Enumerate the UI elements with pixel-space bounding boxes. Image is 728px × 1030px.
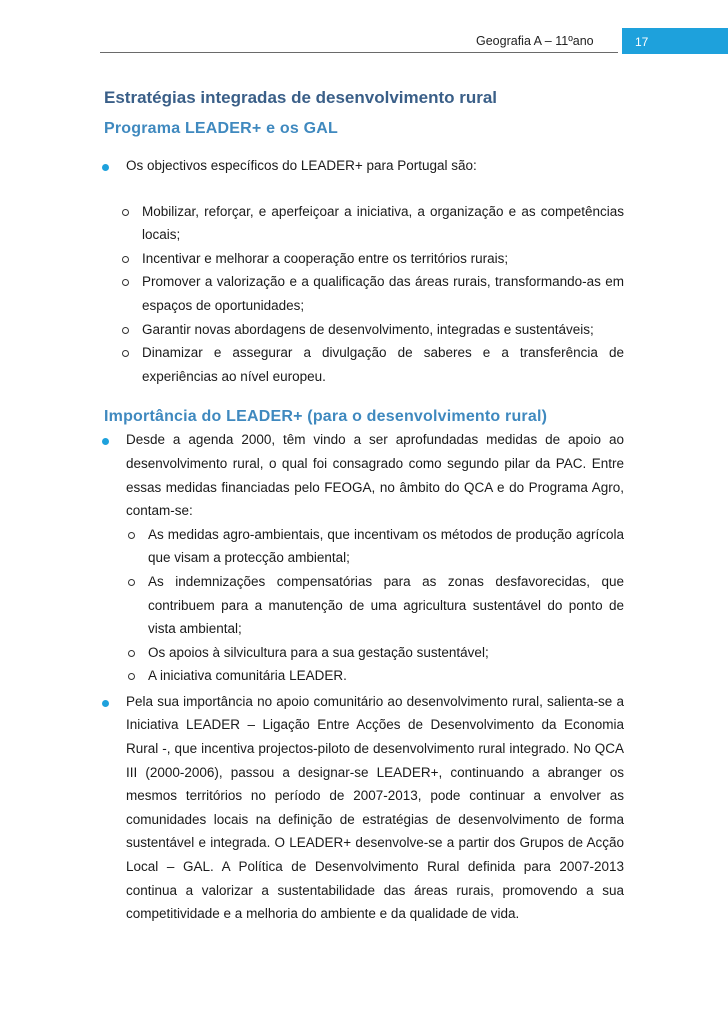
objective-text: Incentivar e melhorar a cooperação entre os territórios rurais; <box>142 250 509 266</box>
circle-bullet-icon <box>122 350 129 357</box>
measure-text: A iniciativa comunitária LEADER. <box>148 668 347 684</box>
circle-bullet-icon <box>122 327 129 334</box>
measure-text: As indemnizações compensatórias para as zonas desfavorecidas, que contribuem para a manutenção de uma agricultura sustentável do ponto de vista ambiental; <box>148 573 624 637</box>
list-item <box>104 641 624 665</box>
circle-bullet-icon <box>122 279 129 286</box>
list-item <box>104 341 624 388</box>
section-heading-leader-gal: Programa LEADER+ e os GAL <box>104 120 338 137</box>
circle-bullet-icon <box>128 579 135 586</box>
bullet-icon <box>102 438 109 445</box>
list-item <box>104 200 624 247</box>
list-item <box>104 247 624 271</box>
objective-text: Promover a valorização e a qualificação das áreas rurais, transformando-as em espaços de oportunidades; <box>142 274 624 313</box>
header-divider <box>100 52 618 53</box>
list-item <box>104 523 624 570</box>
measure-text: As medidas agro-ambientais, que incentivam os métodos de produção agrícola que visam a protecção ambiental; <box>148 526 624 566</box>
objective-text: Mobilizar, reforçar, e aperfeiçoar a iniciativa, a organização e as competências locais; <box>142 203 624 243</box>
measures-list <box>104 523 624 688</box>
section2-list <box>104 428 624 925</box>
list-item <box>104 570 624 641</box>
objective-text: Garantir novas abordagens de desenvolvimento, integradas e sustentáveis; <box>142 321 594 337</box>
page-number-badge <box>622 28 728 54</box>
bullet-paragraph: Pela sua importância no apoio comunitário ao desenvolvimento rural, salienta-se a Iniciativa LEADER – Ligação Entre Acções de Desenvolvimento da Economia Rural -, que incentiva projectos-piloto de desenvolvimento rural integrado. No QCA III (2000-2006), passou a designar-se LEADER+, continuando a abranger os mesmos territórios no período de 2007-2013, pode continuar a envolver as comunidades locais na definição de estratégias de desenvolvimento de forma sustentável e integrada. O LEADER+ desenvolve-se a partir dos Grupos de Acção Local – GAL. A Política de Desenvolvimento Rural definida para 2007-2013 continua a valorizar a sustentabilidade das áreas rurais, promovendo a sua competitividade e a melhoria do ambiente e da qualidade de vida. <box>126 693 624 922</box>
list-item <box>104 690 624 926</box>
main-title: Estratégias integradas de desenvolvimento rural <box>104 88 498 107</box>
list-item <box>104 154 624 178</box>
bullet-paragraph: Desde a agenda 2000, têm vindo a ser aprofundadas medidas de apoio ao desenvolvimento rural, o qual foi consagrado como segundo pilar da PAC. Entre essas medidas financiadas pelo FEOGA, no âmbito do QCA e do Programa Agro, contam-se: <box>126 432 624 519</box>
bullet-icon <box>102 164 109 171</box>
list-item <box>104 318 624 342</box>
objective-text: Dinamizar e assegurar a divulgação de saberes e a transferência de experiências ao nível europeu. <box>142 345 624 384</box>
section-heading-importance: Importância do LEADER+ (para o desenvolvimento rural) <box>104 408 548 426</box>
circle-bullet-icon <box>122 209 129 216</box>
measure-text: Os apoios à silvicultura para a sua gestação sustentável; <box>148 644 489 660</box>
section1-intro: Os objectivos específicos do LEADER+ para Portugal são: <box>126 158 477 173</box>
header-title: Geografia A – 11ºano <box>476 34 594 48</box>
list-item <box>104 270 624 317</box>
bullet-icon <box>102 700 109 707</box>
circle-bullet-icon <box>128 650 135 657</box>
list-item <box>104 428 624 688</box>
circle-bullet-icon <box>128 673 135 680</box>
section1-list <box>104 154 624 178</box>
circle-bullet-icon <box>128 532 135 539</box>
objectives-list <box>104 200 624 389</box>
page-number: 17 <box>635 35 649 49</box>
page-content <box>104 86 624 926</box>
list-item <box>104 664 624 688</box>
circle-bullet-icon <box>122 256 129 263</box>
